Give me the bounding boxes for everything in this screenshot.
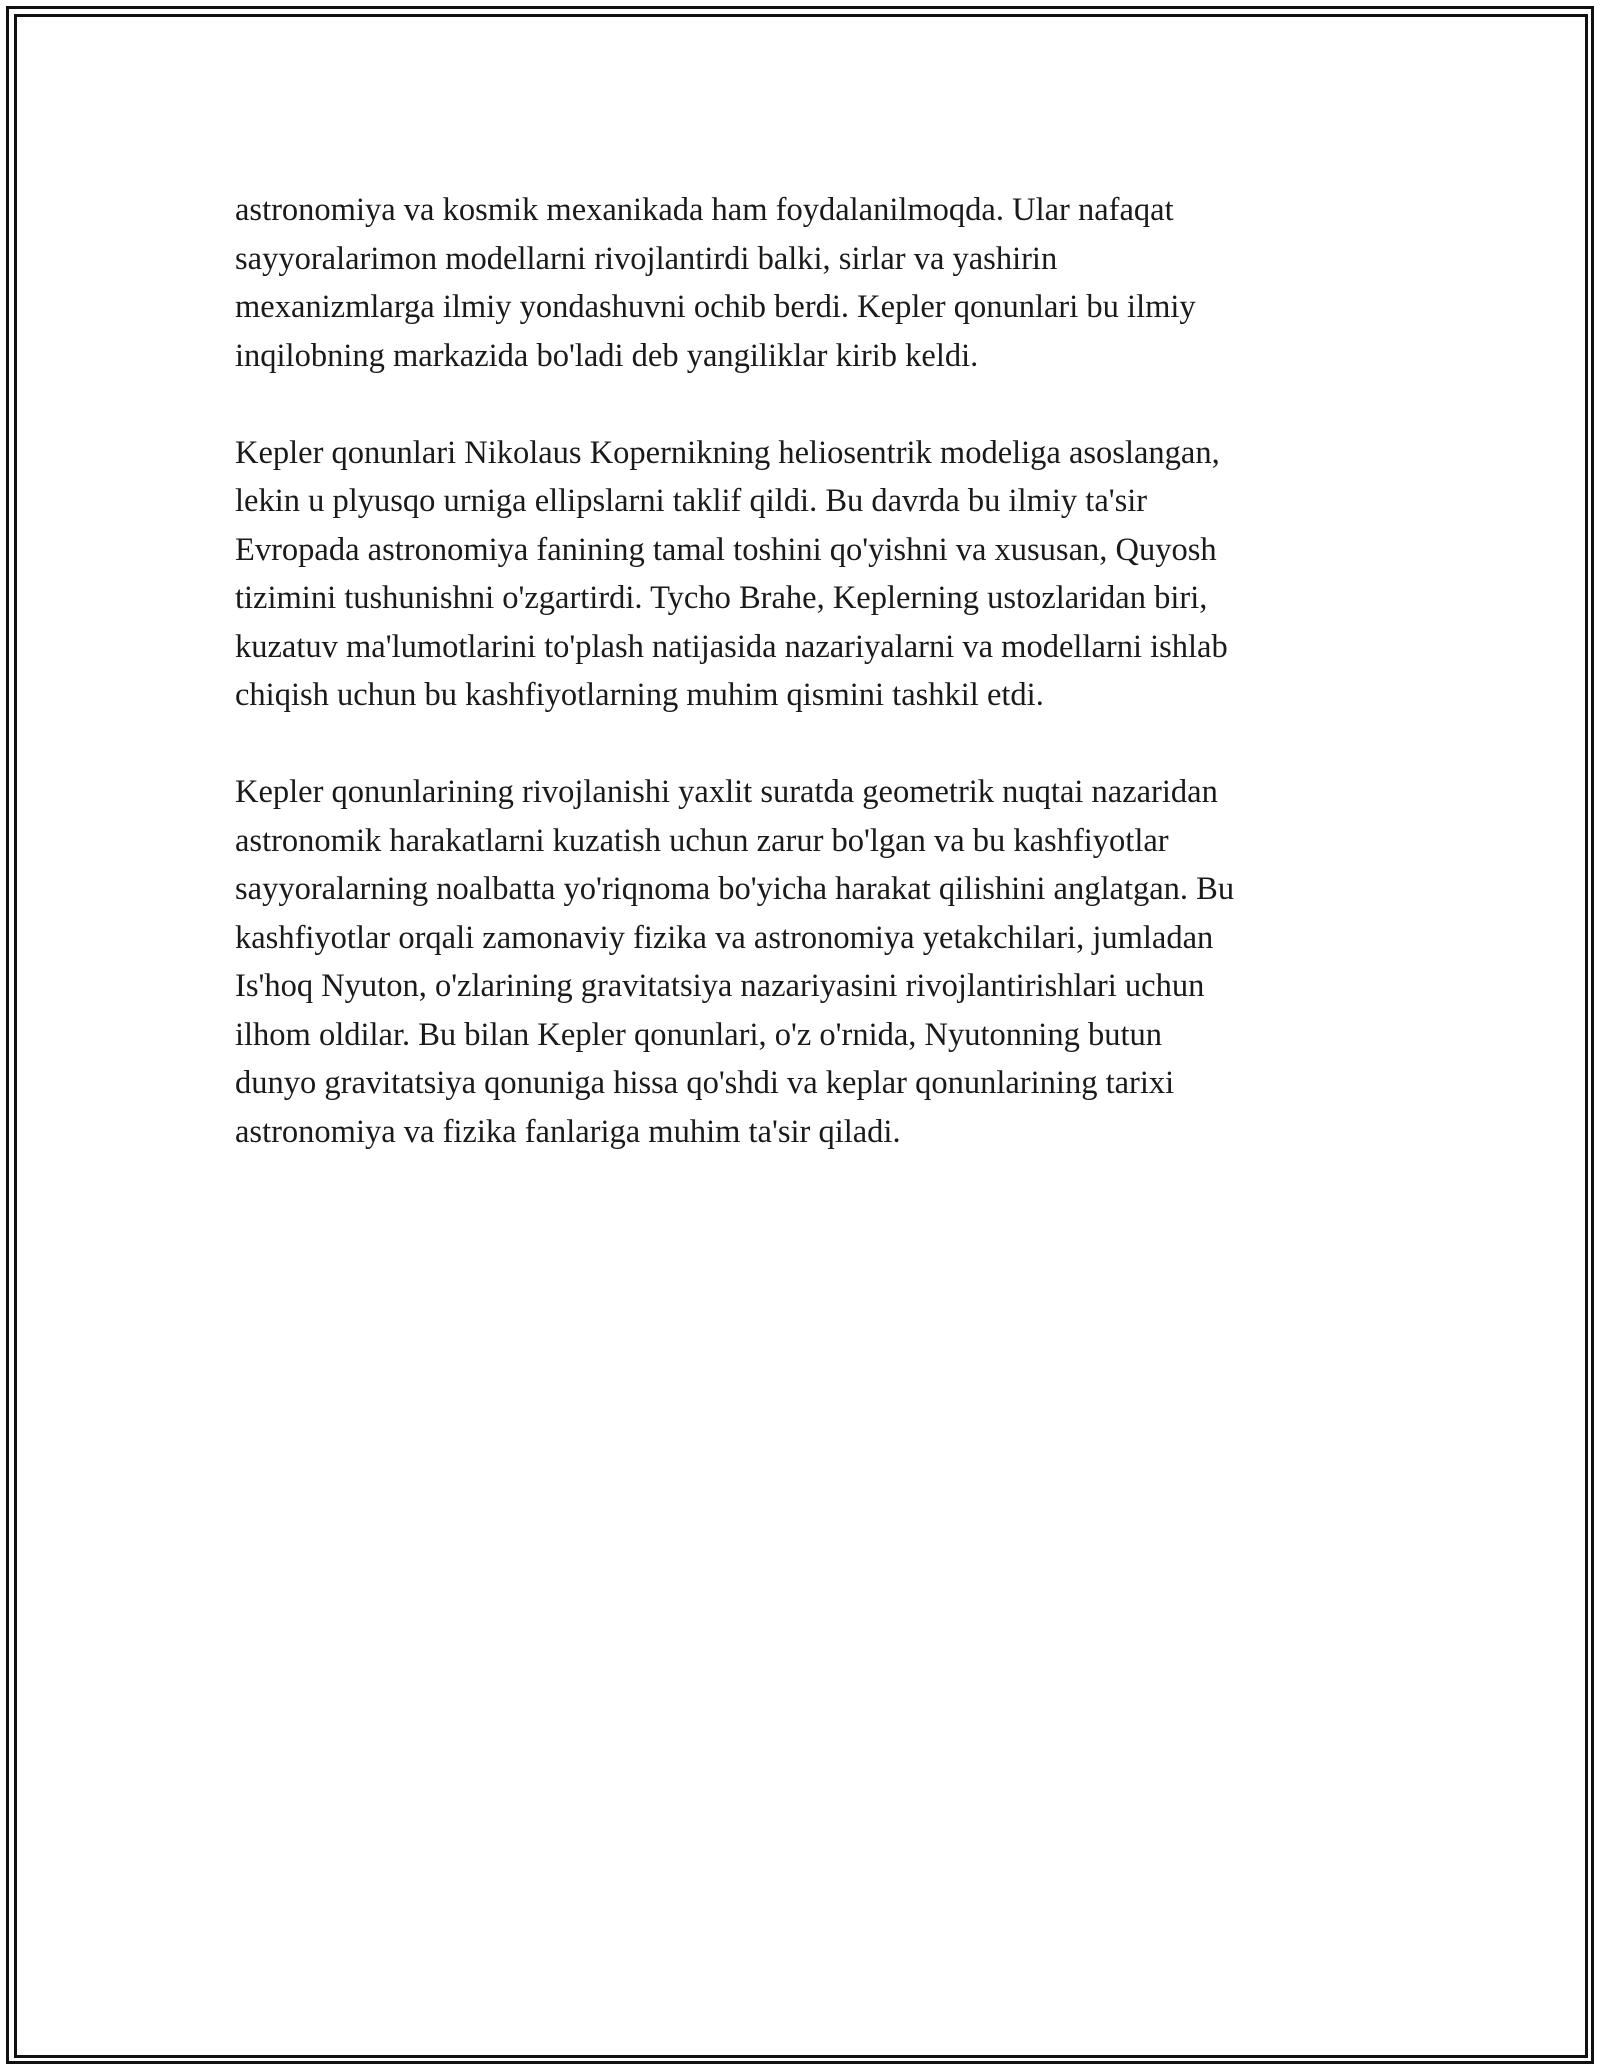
text-line: astronomik harakatlarni kuzatish uchun zarur bo'lgan va bu kashfiyotlar	[235, 822, 1169, 859]
paragraph-1	[235, 186, 1415, 380]
text-line: inqilobning markazida bo'ladi deb yangiliklar kirib keldi.	[235, 337, 979, 374]
text-line: Is'hoq Nyuton, o'zlarining gravitatsiya nazariyasini rivojlantirishlari uchun	[235, 968, 1205, 1004]
text-line: astronomiya va fizika fanlariga muhim ta'sir qiladi.	[235, 1113, 901, 1150]
text-line: tizimini tushunishni o'zgartirdi. Tycho Brahe, Keplerning ustozlaridan biri,	[235, 580, 1208, 616]
text-line: dunyo gravitatsiya qonuniga hissa qo'shdi va keplar qonunlarining tarixi	[235, 1065, 1175, 1101]
text-line: sayyoralarimon modellarni rivojlantirdi balki, sirlar va yashirin	[235, 240, 1058, 277]
text-line: astronomiya va kosmik mexanikada ham foydalanilmoqda. Ular nafaqat	[235, 192, 1174, 228]
text-line: ilhom oldilar. Bu bilan Kepler qonunlari, o'z o'rnida, Nyutonning butun	[235, 1016, 1162, 1053]
text-line: kuzatuv ma'lumotlarini to'plash natijasida nazariyalarni va modellarni ishlab	[235, 628, 1228, 665]
text-line: sayyoralarning noalbatta yo'riqnoma bo'yicha harakat qilishini anglatgan. Bu	[235, 871, 1235, 907]
text-line: Evropada astronomiya fanining tamal toshini qo'yishni va xususan, Quyosh	[235, 531, 1217, 568]
paragraph-2	[235, 429, 1415, 720]
text-line: Kepler qonunlarining rivojlanishi yaxlit suratda geometrik nuqtai nazaridan	[235, 774, 1218, 810]
text-line: Kepler qonunlari Nikolaus Kopernikning heliosentrik modeliga asoslangan,	[235, 434, 1220, 471]
paragraph-3	[235, 768, 1415, 1156]
text-line: kashfiyotlar orqali zamonaviy fizika va astronomiya yetakchilari, jumladan	[235, 919, 1214, 956]
text-line: lekin u plyusqo urniga ellipslarni taklif qildi. Bu davrda bu ilmiy ta'sir	[235, 483, 1148, 519]
document-body	[235, 186, 1415, 1205]
text-line: chiqish uchun bu kashfiyotlarning muhim qismini tashkil etdi.	[235, 677, 1044, 713]
text-line: mexanizmlarga ilmiy yondashuvni ochib berdi. Kepler qonunlari bu ilmiy	[235, 289, 1196, 325]
